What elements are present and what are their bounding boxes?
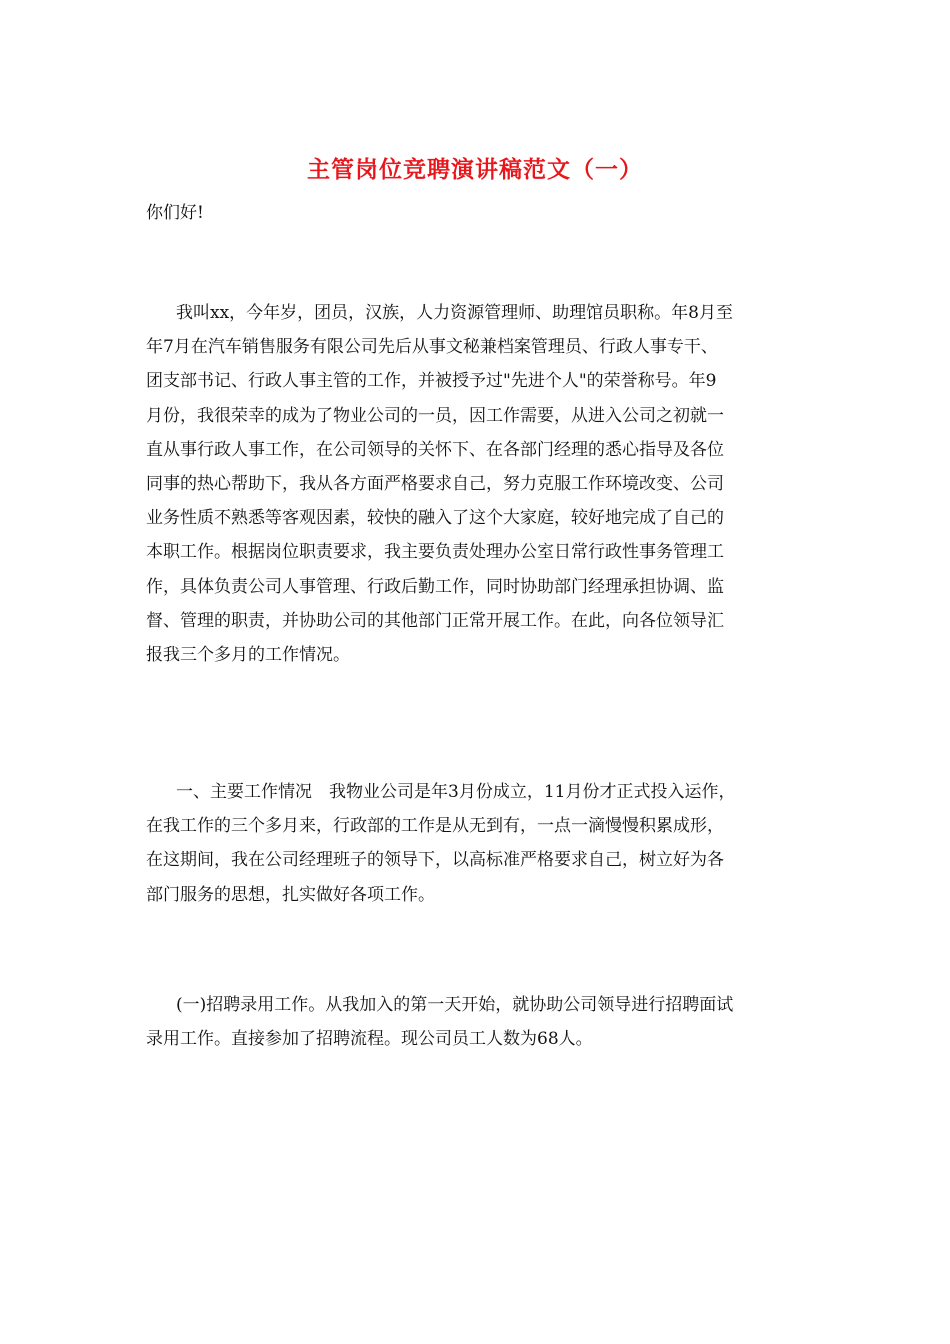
paragraph-line: 月份，我很荣幸的成为了物业公司的一员，因工作需要，从进入公司之初就一: [146, 405, 724, 426]
paragraph-line: 年7月在汽车销售服务有限公司先后从事文秘兼档案管理员、行政人事专干、: [146, 337, 718, 358]
paragraph-line: 在这期间，我在公司经理班子的领导下，以高标准严格要求自己，树立好为各: [146, 850, 724, 871]
paragraph-line: 本职工作。根据岗位职责要求，我主要负责处理办公室日常行政性事务管理工: [146, 542, 724, 563]
paragraph-line: (一)招聘录用工作。从我加入的第一天开始，就协助公司领导进行招聘面试: [176, 995, 734, 1015]
greeting-text: 你们好!: [146, 203, 204, 223]
paragraph-line: 作，具体负责公司人事管理、行政后勤工作，同时协助部门经理承担协调、监: [146, 576, 724, 597]
paragraph-line: 直从事行政人事工作，在公司领导的关怀下、在各部门经理的悉心指导及各位: [146, 439, 724, 460]
paragraph-main-work: [146, 775, 810, 912]
paragraph-line: 录用工作。直接参加了招聘流程。现公司员工人数为68人。: [146, 1029, 593, 1050]
paragraph-line: 业务性质不熟悉等客观因素，较快的融入了这个大家庭，较好地完成了自己的: [146, 508, 724, 529]
paragraph-line: 在我工作的三个多月来，行政部的工作是从无到有，一点一滴慢慢积累成形，: [146, 816, 724, 837]
paragraph-line: 部门服务的思想，扎实做好各项工作。: [146, 884, 435, 905]
paragraph-line: 我叫xx，今年岁，团员，汉族，人力资源管理师、助理馆员职称。年8月至: [176, 303, 733, 323]
paragraph-introduction: [146, 296, 810, 672]
document-title: 主管岗位竞聘演讲稿范文（一）: [307, 156, 643, 183]
paragraph-line: 报我三个多月的工作情况。: [146, 644, 350, 665]
paragraph-line: 一、主要工作情况 我物业公司是年3月份成立，11月份才正式投入运作，: [176, 782, 736, 802]
paragraph-line: 同事的热心帮助下，我从各方面严格要求自己，努力克服工作环境改变、公司: [146, 473, 724, 494]
paragraph-line: 团支部书记、行政人事主管的工作，并被授予过"先进个人"的荣誉称号。年9: [146, 371, 717, 392]
paragraph-recruitment: [146, 988, 810, 1056]
paragraph-line: 督、管理的职责，并协助公司的其他部门正常开展工作。在此，向各位领导汇: [146, 610, 724, 631]
